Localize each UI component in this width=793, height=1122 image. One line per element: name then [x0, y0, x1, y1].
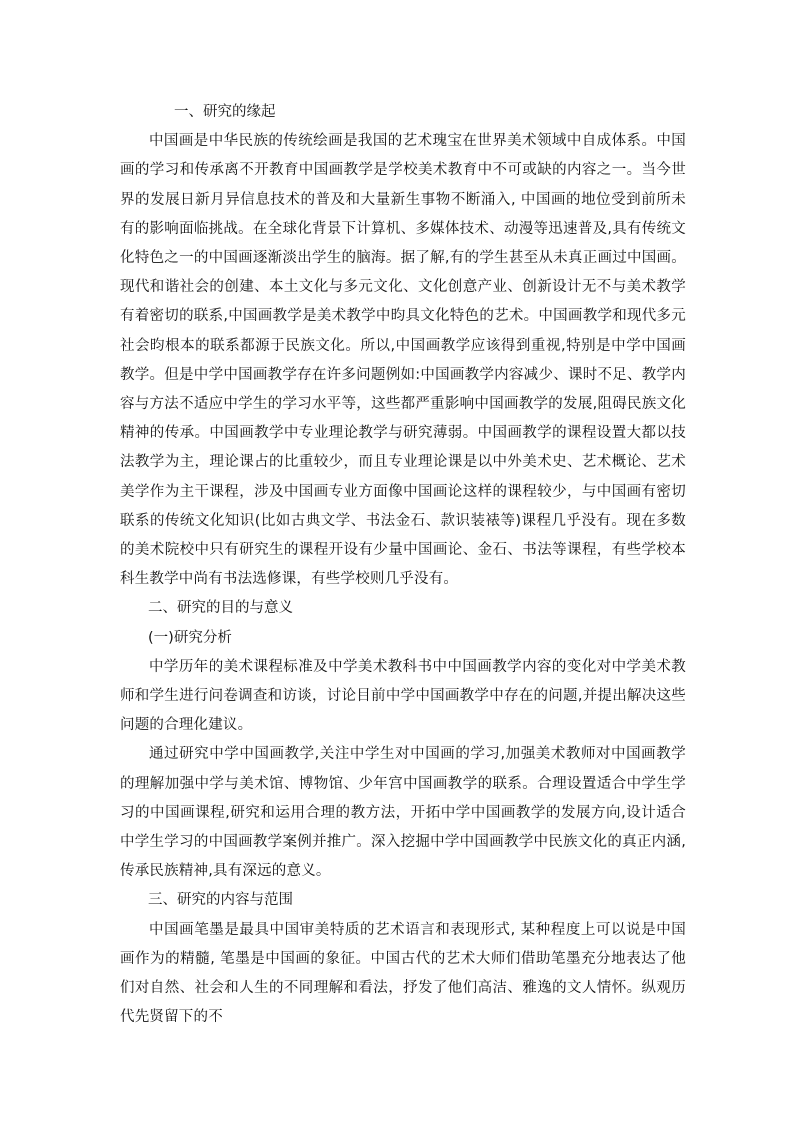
section-2-paragraph-1: 中学历年的美术课程标准及中学美术教科书中中国画教学内容的变化对中学美术教师和学生进行问卷调查和访谈，讨论目前中学中国画教学中存在的问题,并提出解决这些问题的合理化建议。 [120, 658, 686, 734]
section-3-heading: 三、研究的内容与范围 [148, 892, 293, 909]
document-page [120, 98, 686, 1033]
section-3-paragraph-1: 中国画笔墨是最具中国审美特质的艺术语言和表现形式, 某种程度上可以说是中国画作为的精髓, 笔墨是中国画的象征。中国古代的艺术大师们借助笔墨充分地表达了他们对自然、社会和人生的不同理解和看法，抒发了他们高洁、雅逸的文人情怀。纵观历代先贤留下的不 [120, 921, 686, 1026]
section-1-heading: 一、研究的缘起 [174, 104, 276, 120]
section-2-subheading-1: (一)研究分析 [148, 629, 232, 646]
section-2-heading: 二、研究的目的与意义 [148, 600, 293, 617]
section-2-paragraph-2: 通过研究中学中国画教学,关注中学生对中国画的学习,加强美术教师对中国画教学的理解加强中学与美术馆、博物馆、少年宫中国画教学的联系。合理设置适合中学生学习的中国画课程,研究和运用合理的教方法，开拓中学中国画教学的发展方向,设计适合中学生学习的中国画教学案例并推广。深入挖掘中学中国画教学中民族文化的真正内涵,传承民族精神,具有深远的意义。 [120, 746, 686, 880]
section-1-paragraph-1: 中国画是中华民族的传统绘画是我国的艺术瑰宝在世界美术领域中自成体系。中国画的学习和传承离不开教育中国画教学是学校美术教育中不可或缺的内容之一。当今世界的发展日新月异信息技术的普及和大量新生事物不断涌入, 中国画的地位受到前所未有的影响面临挑战。在全球化背景下计算机、多媒体技术、动漫等迅速普及,具有传统文化特色之一的中国画逐渐淡出学生的脑海。据了解,有的学生甚至从未真正画过中国画。现代和谐社会的创建、本土文化与多元文化、文化创意产业、创新设计无不与美术教学有着密切的联系,中国画教学是美术教学中昀具文化特色的艺术。中国画教学和现代多元社会昀根本的联系都源于民族文化。所以,中国画教学应该得到重视,特别是中学中国画教学。但是中学中国画教学存在许多问题例如:中国画教学内容减少、课时不足、教学内容与方法不适应中学生的学习水平等，这些都严重影响中国画教学的发展,阻碍民族文化精神的传承。中国画教学中专业理论教学与研究薄弱。中国画教学的课程设置大都以技法教学为主，理论课占的比重较少，而且专业理论课是以中外美术史、艺术概论、艺术美学作为主干课程，涉及中国画专业方面像中国画论这样的课程较少，与中国画有密切联系的传统文化知识(比如古典文学、书法金石、款识装裱等)课程几乎没有。现在多数的美术院校中只有研究生的课程开设有少量中国画论、金石、书法等课程，有些学校本科生教学中尚有书法选修课，有些学校则几乎没有。 [120, 133, 686, 588]
